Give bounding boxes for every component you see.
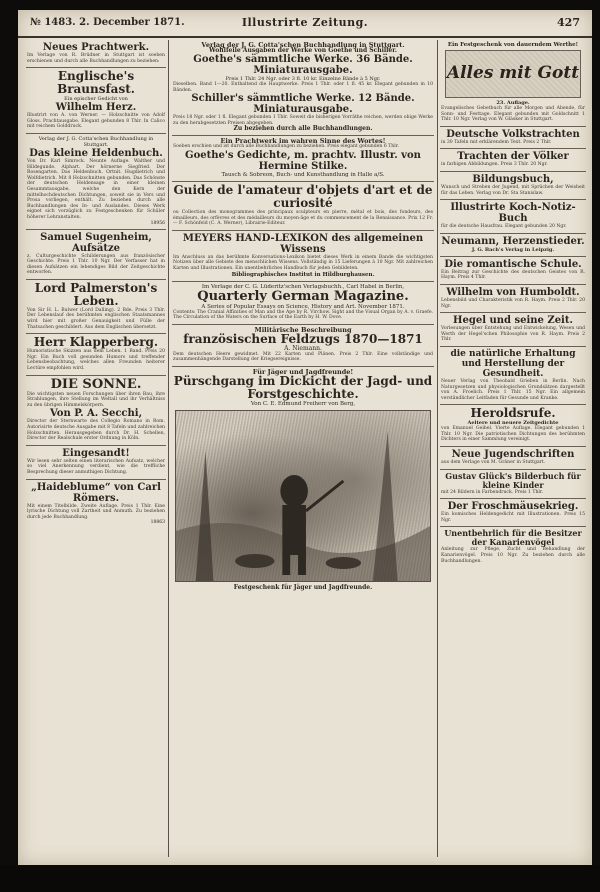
ad-title: Heroldsrufe. — [470, 406, 556, 421]
ad-volkstrachten: Deutsche Volkstrachten in 30 Tafeln mit erklärendem Text. Preis 2 Thlr. — [440, 127, 586, 150]
ad-publisher: Verlag der J. G. Cotta'schen Buchhandlung in Stuttgart. — [38, 135, 154, 148]
ad-title: Neues Prachtwerk. — [42, 42, 150, 53]
ad-title: Das kleine Heldenbuch. — [29, 147, 163, 159]
ad-title: Pürschgang im Dickicht der Jagd- und Forstgeschichte. — [173, 373, 433, 401]
ad-title: MEYERS HAND-LEXIKON des allgemeinen Wissens — [182, 232, 424, 255]
ad-title: Lord Palmerston's Leben. — [34, 280, 158, 308]
ad-title: Die romantische Schule. — [444, 258, 582, 270]
ad-title: Samuel Sugenheim, Aufsätze — [40, 231, 152, 254]
page-number: 427 — [557, 16, 580, 29]
ad-gesundheit: die natürliche Erhaltung und Herstellung der Gesundheit. Neuer Verlag von Theobald Grieben in Berlin. Nach Naturgesetzen und physiologischen Grundsätzen dargestellt von A. Froelich. Preis 1 Thlr. 15 Ngr. Ein allgemein verständlicher Leitfaden für Gesunde und Kranke. — [440, 347, 586, 405]
ad-romantische-schule: Die romantische Schule. Ein Beitrag zur Geschichte des deutschen Geistes von R. Haym. Preis 4 Thlr. — [440, 257, 586, 285]
ad-haideblume: „Haideblume“ von Carl Römers. Mit einem Titelbilde. Zweite Auflage. Preis 1 Thlr. Eine lyrische Dichtung voll Zartheit und Anmuth. Zu beziehen durch jede Buchhandlung. 18863 — [27, 481, 165, 526]
ad-title: Der Froschmäusekrieg. — [447, 501, 579, 513]
ad-kanarienvoegel: Unentbehrlich für die Besitzer der Kanarienvögel Anleitung zur Pflege, Zucht und Behandlung der Kanarienvögel. Preis 10 Ngr. Zu beziehen durch alle Buchhandlungen. — [441, 528, 585, 564]
ad-froschmaeusekrieg: Der Froschmäusekrieg. Ein komisches Heldengedicht mit Illustrationen. Preis 15 Ngr. — [440, 499, 586, 527]
ad-title: französischen Feldzugs 1870—1871 — [183, 331, 423, 346]
ad-title: Englische's Braunsfast. — [57, 69, 135, 97]
ad-heldenbuch: Verlag der J. G. Cotta'schen Buchhandlung in Stuttgart. Das kleine Heldenbuch. Von Dr. Karl Simrock. Neunte Auflage. Walther und Hildegunde. Alphart. Der hörnerne Siegfried. Der Rosengarten. Das Heldenbuch. Ortnit. Hugdietrich und Wolfdietrich. Mit 8 Holzschnitten gebunden. Das Schönste der deutschen Heldensage in einer kleinen Gesammtausgabe, welche den Kern der mittelhochdeutschen Dichtungen, soweit sie in Vers und Prosa vorliegen, enthält. Zu beziehen durch alle Buchhandlungen des In- und Auslandes. Dieses Werk eignet sich vorzüglich zu Festgeschenken für Schüler höherer Lehranstalten. 18956 — [26, 134, 166, 230]
ad-eingesandt: Eingesandt! Wir lesen sehr selten einen literarischen Aufsatz, welcher so viel Anerkennung verdient, wie die treffliche Besprechung dieser anmuthigen Dichtung. — [26, 446, 166, 480]
ad-feldzug: Militärische Beschreibung französischen Feldzugs 1870—1871 A. Niemann. Dem deutschen Heere gewidmet. Mit 22 Karten und Plänen. Preis 2 Thlr. Eine vollständige und zusammenhängende Darstellung der Kriegsereignisse. — [172, 325, 434, 367]
ad-title: Goethe's Gedichte, m. prachtv. Illustr. von Hermine Stilke. — [185, 149, 421, 172]
ad-quarterly: Im Verlage der C. G. Lüderitz'schen Verlagsbuchh., Carl Habel in Berlin, Quarterly German Magazine. A Series of Popular Essays on Science, History and Art. November 1871. Contents: The Cranial Affinities of Man and the Ape by R. Virchow. Sight and the Visual Organ by A. v. Graefe. The Circulation of the Waters on the Surface of the Earth by H. W. Dove. — [172, 282, 434, 325]
ad-title: Neue Jugendschriften — [451, 449, 575, 461]
ad-title: Trachten der Völker — [457, 151, 569, 163]
ad-kochbuch: Illustrirte Koch-Notiz-Buch für die deutsche Hausfrau. Elegant gebunden 20 Ngr. — [440, 200, 586, 234]
ad-title: Goethe's sämmtliche Werke. 36 Bände. Miniaturausgabe. — [193, 54, 413, 76]
ad-humboldt: Wilhelm von Humboldt. Lebensbild und Charakteristik von R. Haym. Preis 2 Thlr. 20 Ngr. — [440, 285, 586, 313]
ad-title: Gustav Glück's Bilderbuch für kleine Kinder — [445, 470, 581, 490]
ad-cotta-werke: Verlag der J. G. Cotta'schen Buchhandlung in Stuttgart. Wohlfeile Ausgaben der Werke von Goethe und Schiller. Goethe's sämmtliche Werke. 36 Bände. Miniaturausgabe. Preis 1 Thlr. 24 Ngr. oder 3 fl. 10 kr. Einzelne Bände à 5 Ngr. Dieselben. Band 1—20. Enthaltend die Hauptwerke. Preis 1 Thlr. oder 1 fl. 45 kr. Elegant gebunden in 10 Bänden. Schiller's sämmtliche Werke. 12 Bände. Miniaturausgabe. Preis 18 Ngr. oder 1 fl. Elegant gebunden 1 Thlr. Soweit die bisherigen Vorräthe reichen, werden obige Werke zu den herabgesetzten Preisen abgegeben. Zu beziehen durch alle Buchhandlungen. — [172, 40, 434, 136]
ad-sugenheim: Samuel Sugenheim, Aufsätze z. Culturgeschichte Schilderungen aus französischer Geschichte. Preis 1 Thlr. 10 Ngr. Der Verfasser hat in diesen Aufsätzen ein lebendiges Bild der Zeitgeschichte entworfen. — [26, 230, 166, 280]
ornamental-title-logo: Alles mit Gott — [445, 50, 581, 98]
ad-title: Deutsche Volkstrachten — [446, 128, 580, 140]
ad-sonne: DIE SONNE. Die wichtigsten neuen Forschungen über ihren Bau, ihre Strahlungen, ihre Stellung im Weltall und ihr Verhältniss zu den übrigen Himmelskörpern. Von P. A. Secchi, Director der Sternwarte des Collegio Romano in Rom. Autorisirte deutsche Ausgabe mit 8 Tafeln und zahlreichen Holzschnitten. Herausgegeben durch Dr. H. Schellen, Director der Realschule erster Ordnung in Köln. — [26, 376, 166, 446]
ad-title: „Haideblume“ von Carl Römers. — [31, 481, 161, 504]
ad-title: Bildungsbuch, — [472, 173, 554, 185]
ad-title: die natürliche Erhaltung und Herstellung der Gesundheit. — [450, 348, 576, 379]
issue-number: № 1483. 2. December 1871. — [30, 17, 185, 28]
ad-title: Neumann, Herzenstieder. — [441, 235, 585, 247]
column-center — [172, 40, 434, 857]
ad-palmerston: Lord Palmerston's Leben. Von Sir H. L. Bulwer (Lord Dalling). 2 Bde. Preis 3 Thlr. Der Lebenslauf des berühmten englischen Staatsmannes wird hier mit großer Genauigkeit und Fülle der Thatsachen geschildert. Aus dem Englischen übersetzt. — [26, 280, 166, 334]
newspaper-page — [18, 10, 592, 865]
column-left — [26, 40, 166, 857]
ad-neumann: Neumann, Herzenstieder. J. G. Bach's Verlag in Leipzig. — [440, 234, 586, 257]
ad-title: Illustrirte Koch-Notiz-Buch — [450, 202, 576, 225]
ad-title: Hegel und seine Zeit. — [453, 315, 573, 327]
ad-hegel: Hegel und seine Zeit. Vorlesungen über Entstehung und Entwickelung, Wesen und Werth der Hegel'schen Philosophie von R. Haym. Preis 2 Thlr. — [440, 313, 586, 347]
ad-guide: Guide de l'amateur d'objets d'art et de curiosité ou Collection des monogrammes des principaux sculpteurs en pierre, métal et bois, des fondeurs, des émailleurs, des orfèvres et des médailleurs du moyen-âge et du commencement de la Renaissance. Prix 12 Fr. — F. Schönfeld (C. A. Werner), Librairie-Editeur. — [172, 182, 434, 231]
column-divider — [437, 40, 438, 857]
newspaper-title: Illustrirte Zeitung. — [241, 16, 369, 29]
ad-title: Herr Klapperberg. — [33, 335, 159, 350]
page-header — [18, 10, 592, 38]
ad-klapperberg: Herr Klapperberg. Humoristische Skizzen aus dem Leben. 1 Band. Preis 20 Ngr. Ein Buch voll gesunden Humors und treffender Lebensbeobachtung, welches allen Freunden heiterer Lectüre empfohlen wird. — [26, 334, 166, 375]
hunting-illustration — [175, 410, 431, 582]
scan-border — [0, 865, 600, 892]
ad-author: Wilhelm Herz. — [55, 102, 137, 114]
ad-heroldsrufe: Heroldsrufe. Aeltere und neuere Zeitgedichte von Emanuel Geibel. Vierte Auflage. Elegant gebunden 1 Thlr. 10 Ngr. Die patriotischen Dichtungen des berühmten Dichters in einer Sammlung vereinigt. — [440, 405, 586, 447]
column-divider — [168, 40, 169, 857]
ad-title: DIE SONNE. — [50, 376, 142, 392]
ad-jugendschriften: Neue Jugendschriften aus dem Verlage von M. Gräner in Stuttgart. — [440, 447, 586, 470]
ad-body: Im Verlage von R. Brüdner in Stuttgart ist soeben erschienen und durch alle Buchhandlungen zu beziehen: — [27, 53, 165, 64]
ad-alles-mit-gott: Ein Festgeschenk von dauerndem Werthe! Alles mit Gott 23. Auflage. Evangelisches Gebetbuch für alle Morgen und Abende, für Sonn- und Festtage. Elegant gebunden mit Goldschnitt 1 Thlr. 10 Ngr. Verlag von W. Gläsker in Stuttgart. — [440, 40, 586, 127]
ad-title: Unentbehrlich für die Besitzer der Kanarienvögel — [444, 528, 582, 548]
ad-bildungsbuch: Bildungsbuch, Wunsch und Streben der Jugend, mit Sprüchen der Weisheit für das Leben. Verlag von Dr. Sta Stanislaw. — [440, 172, 586, 200]
ad-jaeger: Für Jäger und Jagdfreunde! Pürschgang im Dickicht der Jagd- und Forstgeschichte. Von C. E. Edmund Freiherr von Berg, Festgeschenk für Jäger und Jagdfreunde. — [173, 367, 433, 591]
ad-title: Quarterly German Magazine. — [197, 288, 409, 304]
ad-prachtwerk — [26, 40, 166, 68]
ad-braunsfast: Englische's Braunsfast. Ein epischer Gedicht von Wilhelm Herz. Illustrirt von A. von Werner. — Holzschnitte von Adolf Gloss. Prachtausgabe. Elegant gebunden 8 Thlr. In Calico mit reichem Golddruck. — [26, 68, 166, 134]
ad-meyers: MEYERS HAND-LEXIKON des allgemeinen Wissens Im Anschluss an das berühmte Konversations-Lexikon bietet dieses Werk in einem Bande die wichtigsten Notizen über alle Gebiete des menschlichen Wissens. Vollständig in 15 Lieferungen à 10 Ngr. Mit zahlreichen Karten und Illustrationen. Ein unentbehrliches Handbuch für jeden Gebildeten. Bibliographisches Institut in Hildburghausen. — [172, 231, 434, 282]
ad-title: Wilhelm von Humboldt. — [446, 286, 580, 298]
ad-author: Von P. A. Secchi, — [49, 408, 143, 420]
ad-goethe-gedichte: Ein Prachtwerk im wahren Sinne des Wortes! Soeben erschien und ist durch alle Buchhandlungen zu beziehen. Preis elegant gebunden 6 Thlr. Goethe's Gedichte, m. prachtv. Illustr. von Hermine Stilke. Tausch & Sobreon, Buch- und Kunsthandlung in Halle a/S. — [172, 136, 434, 182]
ad-bilderbuch: Gustav Glück's Bilderbuch für kleine Kinder mit 24 Bildern in Farbendruck. Preis 1 Thlr. — [440, 470, 586, 500]
ad-trachten: Trachten der Völker in farbigen Abbildungen. Preis 3 Thlr. 20 Ngr. — [440, 149, 586, 172]
column-right — [440, 40, 586, 857]
ad-title: Guide de l'amateur d'objets d'art et de curiosité — [173, 182, 433, 210]
ad-title: Schiller's sämmtliche Werke. 12 Bände. Miniaturausgabe. — [191, 93, 415, 116]
ad-title: Eingesandt! — [62, 447, 130, 459]
